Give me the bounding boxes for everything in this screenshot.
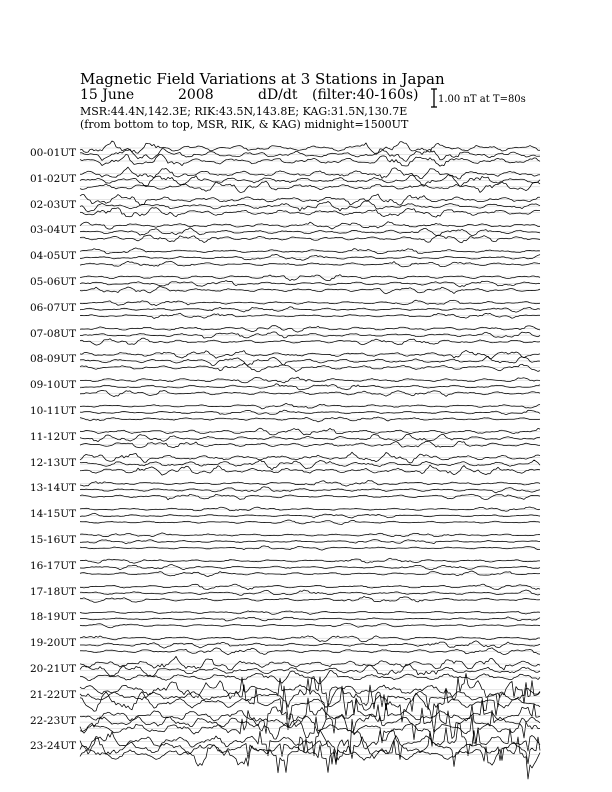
hour-row: [80, 275, 540, 294]
station-trace: [80, 596, 540, 602]
hour-label: 18-19UT: [30, 611, 77, 624]
station-trace: [80, 254, 540, 260]
date-year: 2008: [178, 87, 214, 103]
station-trace: [80, 281, 540, 287]
hour-label: 00-01UT: [30, 147, 77, 159]
station-trace: [80, 636, 540, 642]
hour-label: 16-17UT: [30, 559, 77, 572]
hour-label: 22-23UT: [30, 714, 77, 727]
station-trace: [80, 326, 540, 333]
station-trace: [80, 494, 540, 499]
hour-row: [80, 194, 540, 217]
hour-row: [80, 558, 540, 576]
hour-row: [80, 403, 540, 422]
scale-label: 1.00 nT at T=80s: [438, 94, 526, 105]
hour-label: 17-18UT: [30, 585, 77, 598]
station-trace: [80, 656, 540, 670]
hour-row: [80, 584, 540, 602]
hour-label: 09-10UT: [30, 379, 77, 392]
hour-row: [80, 326, 540, 346]
hour-row: [80, 452, 540, 475]
station-trace: [80, 275, 540, 281]
station-trace: [80, 167, 540, 179]
station-trace: [80, 194, 540, 205]
station-trace: [80, 465, 540, 475]
station-trace: [80, 208, 540, 218]
hour-label: 21-22UT: [30, 688, 77, 701]
hour-row: [80, 428, 540, 448]
hour-label: 20-21UT: [30, 663, 77, 675]
station-trace: [80, 154, 540, 166]
hour-label: 06-07UT: [30, 301, 77, 314]
hour-label: 12-13UT: [30, 456, 77, 469]
chart-title: Magnetic Field Variations at 3 Stations in Japan: [80, 70, 445, 88]
hour-row: [80, 300, 540, 318]
hour-row: [80, 636, 540, 655]
hour-label: 02-03UT: [30, 198, 77, 211]
hour-row: [80, 248, 540, 267]
station-trace: [80, 417, 540, 422]
station-trace: [80, 434, 540, 441]
station-trace: [80, 611, 540, 615]
station-trace: [80, 441, 540, 448]
hour-row: [80, 481, 540, 500]
station-trace: [80, 679, 540, 712]
station-trace: [80, 590, 540, 595]
hour-label: 23-24UT: [30, 740, 77, 753]
hour-label: 04-05UT: [30, 250, 77, 263]
hour-label: 19-20UT: [30, 637, 77, 650]
hour-row: [80, 377, 540, 396]
hour-label: 03-04UT: [30, 224, 77, 237]
stations-line: MSR:44.4N,142.3E; RIK:43.5N,143.8E; KAG:31.5N,130.7E: [80, 105, 408, 118]
station-trace: [80, 731, 540, 766]
station-trace: [80, 460, 540, 470]
hour-row: [80, 222, 540, 243]
hour-row: [80, 507, 540, 524]
date-day: 15 June: [80, 87, 135, 103]
hour-label: 07-08UT: [30, 327, 77, 340]
station-trace: [80, 390, 540, 396]
hour-row: [80, 533, 540, 550]
filter-label: (filter:40-160s): [312, 87, 419, 103]
hour-row: [80, 719, 540, 779]
quantity-label: dD/dt: [258, 87, 298, 103]
station-trace: [80, 235, 540, 243]
hour-row: [80, 350, 540, 371]
order-note: (from bottom to top, MSR, RIK, & KAG) midnight=1500UT: [80, 118, 409, 131]
hour-row: [80, 141, 540, 166]
hour-label: 14-15UT: [30, 508, 77, 521]
station-trace: [80, 428, 540, 435]
hour-label: 13-14UT: [30, 482, 77, 495]
hour-row: [80, 656, 540, 684]
hour-label: 11-12UT: [30, 430, 77, 443]
hour-label: 10-11UT: [30, 405, 77, 417]
station-trace: [80, 248, 540, 254]
hour-label: 08-09UT: [30, 353, 77, 366]
hour-label: 01-02UT: [30, 172, 77, 185]
hour-label: 15-16UT: [30, 534, 77, 546]
hour-row: [80, 611, 540, 628]
hour-row: [80, 167, 540, 192]
station-trace: [80, 533, 540, 537]
station-trace: [80, 584, 540, 590]
hour-label: 05-06UT: [30, 276, 77, 288]
